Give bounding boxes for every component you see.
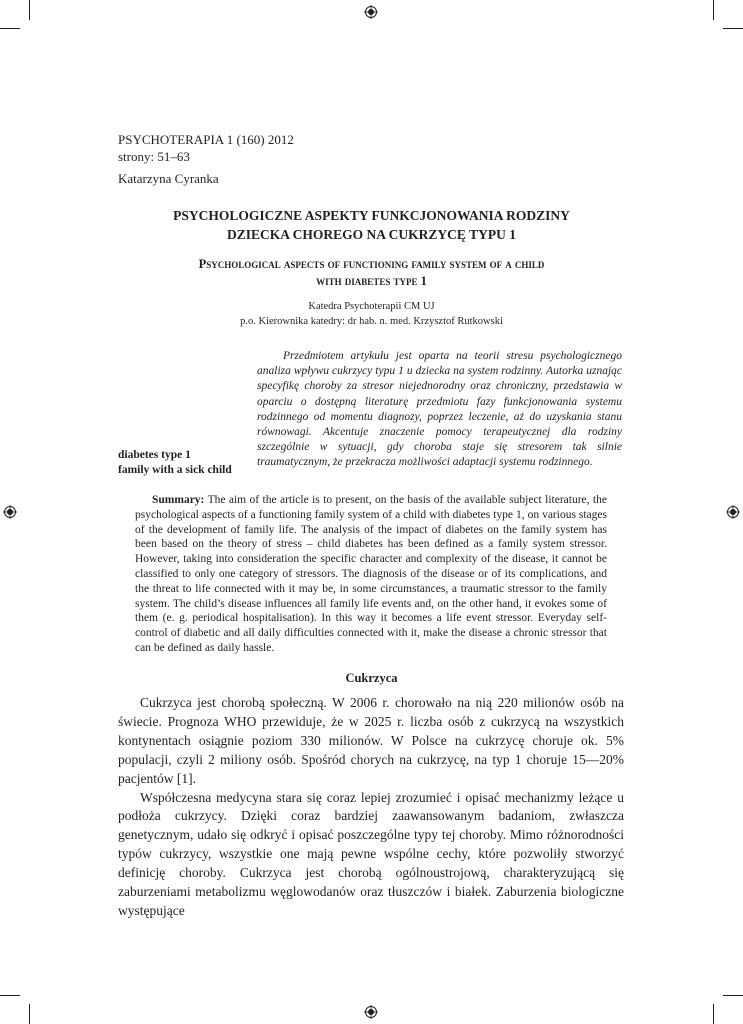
summary-text: The aim of the article is to present, on the basis of the available subject literature, the psychological aspects of a functioning family system of a child with diabetes type 1, on various stages of the development of family life. The analysis of the impact of diabetes on the family system has been based on the theory of stress – child diabetes has been defined as a family system stressor. However, taking into consideration the specific character and complexity of the disease, it cannot be classified to only one category of stressors. The diagnosis of the disease or of its complications, and the threat to life connected with it may be, in some circumstances, a traumatic stressor to the family system. The child’s disease influences all family life events and, on the other hand, it evokes some of them (e. g. periodical hospitalisation). In this way it becomes a life event stressor. Everyday self-control of diabetic and all daily difficulties connected with it, make the disease a chronic stressor that can be defined as daily hassle. [135,494,607,654]
title-english-line: with diabetes type 1 [316,274,427,288]
journal-issue: PSYCHOTERAPIA 1 (160) 2012 [118,132,294,147]
crop-mark [723,28,743,29]
title-english-line: Psychological aspects of functioning family system of a child [198,257,545,271]
crop-mark [713,0,714,20]
keyword: diabetes type 1 [118,449,191,461]
title-english [60,256,683,290]
affiliation [60,299,683,329]
body-text [118,694,624,921]
body-paragraph: Współczesna medycyna stara się coraz lepiej zrozumieć i opisać mechanizmy leżące u podłoża cukrzycy. Dzięki coraz bardziej zaawansowanym badaniom, zwłaszcza genetycznym, udało się odkryć i opisać poszczególne typy tej choroby. Mimo różnorodności typów cukrzycy, wszystkie one mają pewne wspólne cechy, które pozwoliły stworzyć definicję choroby. Cukrzyca jest chorobą ogólnoustrojową, charakteryzującą się zaburzeniami metabolizmu węglowodanów oraz tłuszczów i białek. Zaburzenia biologiczne występujące [118,789,624,918]
crop-mark [29,1004,30,1024]
body-paragraph: Cukrzyca jest chorobą społeczną. W 2006 r. chorowało na nią 220 milionów osób na świecie. Prognoza WHO przewiduje, że w 2025 r. liczba osób z cukrzycą na wszystkich kontynentach osiągnie poziom 330 milionów. W Polsce na cukrzycę choruje ok. 5% populacji, czyli 2 miliony osób. Spośród chorych na cukrzycę, na typ 1 choruje 15—20% pacjentów [1]. [118,695,624,786]
keywords [118,448,232,478]
title-polish-line: DZIECKA CHOREGO NA CUKRZYCĘ TYPU 1 [227,227,516,242]
crop-mark [0,995,20,996]
crop-mark [0,28,20,29]
department: Katedra Psychoterapii CM UJ [308,301,435,312]
crop-mark [723,995,743,996]
author-name: Katarzyna Cyranka [118,171,219,186]
title-polish-line: PSYCHOLOGICZNE ASPEKTY FUNKCJONOWANIA RODZINY [173,208,570,223]
department-head: p.o. Kierownika katedry: dr hab. n. med. Krzysztof Rutkowski [240,316,503,327]
registration-mark-icon [364,1005,378,1019]
registration-mark-icon [364,5,378,19]
summary-label: Summary: [152,494,205,506]
crop-mark [713,1004,714,1024]
crop-mark [29,0,30,20]
abstract-polish: Przedmiotem artykułu jest oparta na teorii stresu psychologicznego analiza wpływu cukrzycy typu 1 u dziecka na system rodzinny. Autorka uznając specyfikę choroby za stresor niejednorodny oraz chroniczny, przedstawia w oparciu o dostępną literaturę przedmiotu fazy funkcjonowania systemu rodzinnego od momentu diagnozy, poprzez leczenie, aż do uzyskania stanu równowagi. Akcentuje znaczenie pomocy terapeutycznej dla rodziny szczególnie w sytuacji, gdy choroba staje się stresorem tak silnie traumatycznym, że przekracza możliwości adaptacji systemu rodzinnego. [257,350,622,469]
title-polish [60,206,683,244]
keyword: family with a sick child [118,464,232,477]
registration-mark-icon [726,505,740,519]
journal-header [118,131,294,165]
summary-english [135,493,607,656]
page-range: strony: 51–63 [118,149,190,164]
section-heading: Cukrzyca [345,671,398,685]
registration-mark-icon [3,505,17,519]
